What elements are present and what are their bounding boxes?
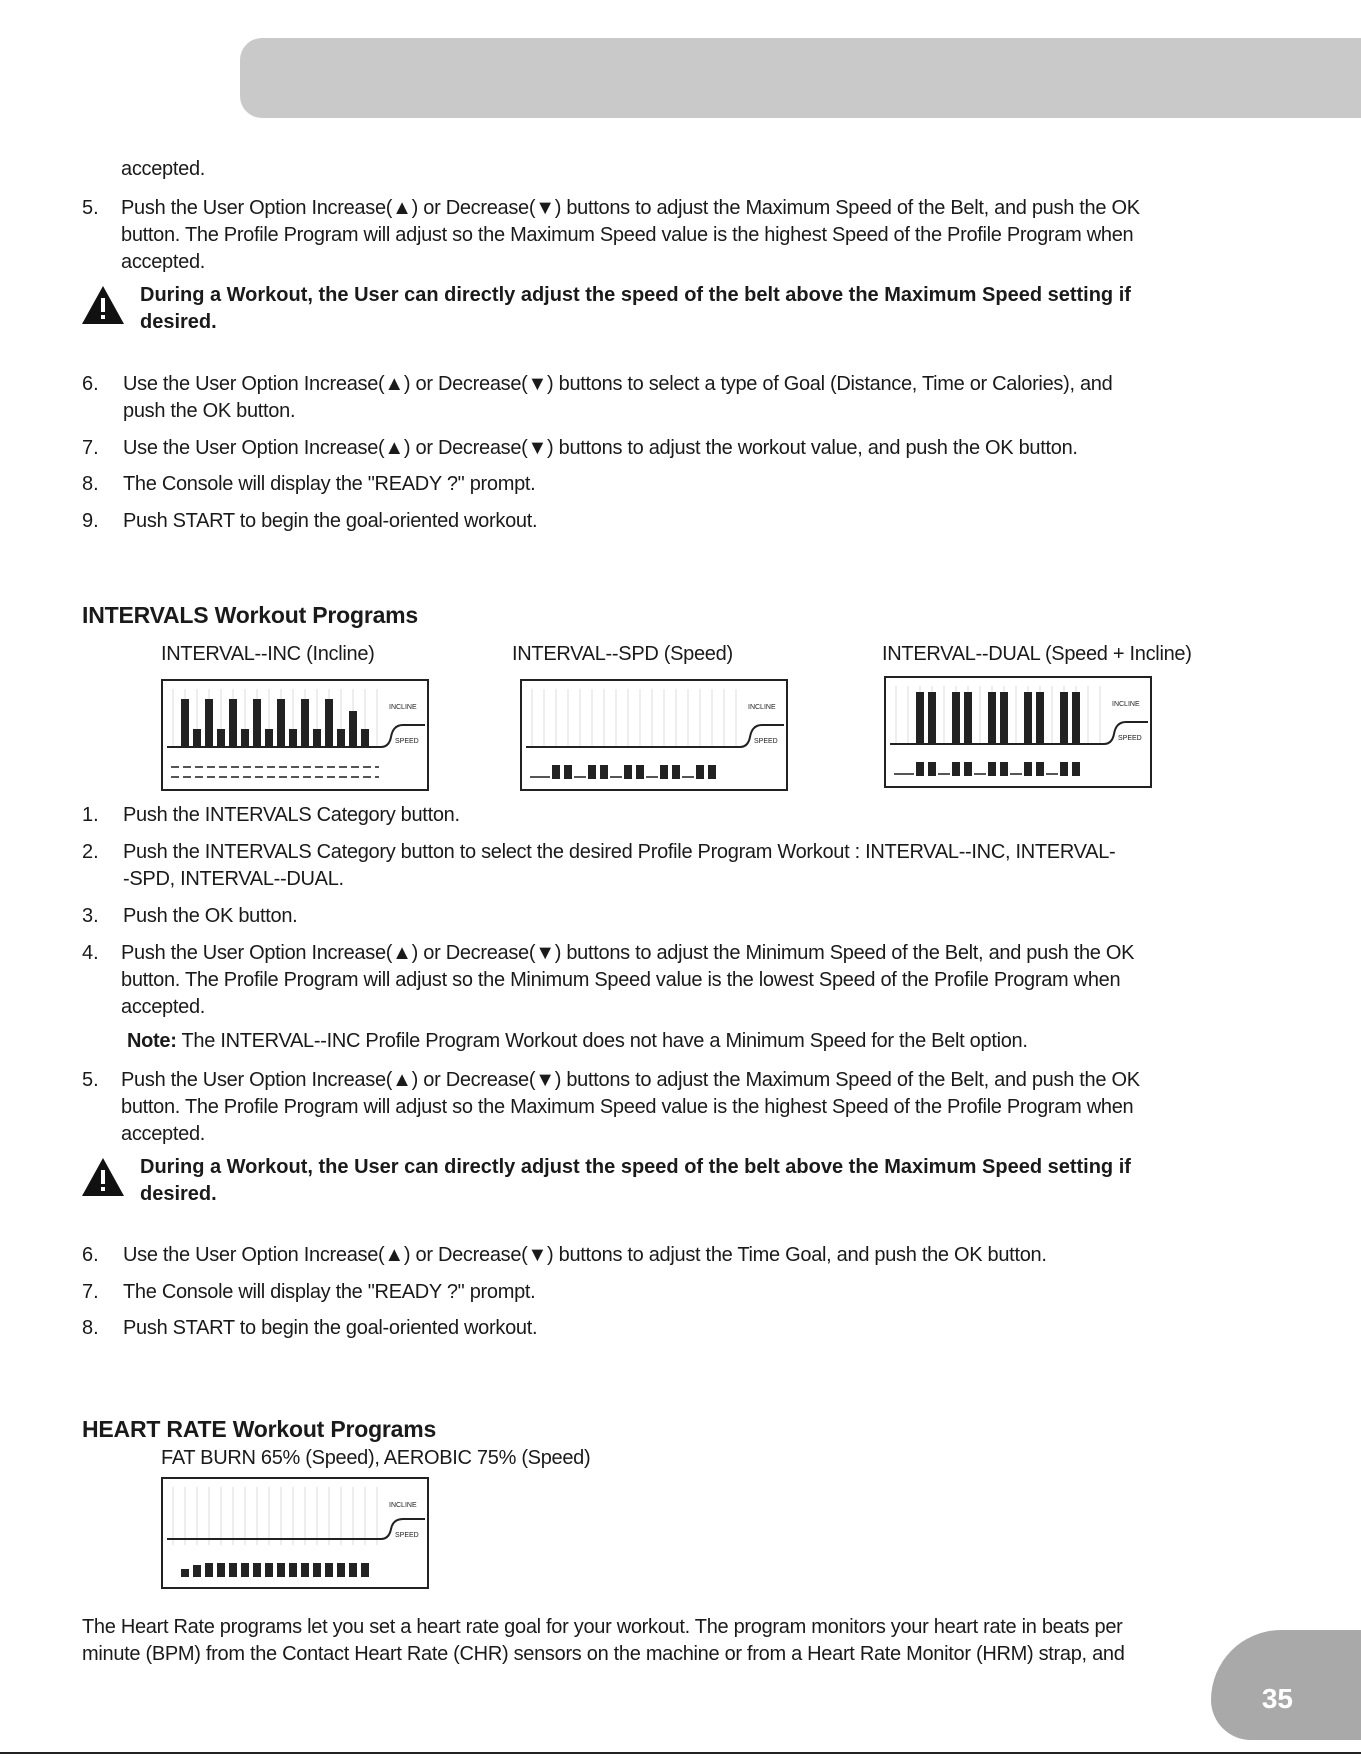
- step-text: push the OK button.: [123, 400, 296, 422]
- continued-text: accepted.: [121, 158, 206, 180]
- bottom-rule: [0, 1752, 1361, 1754]
- warning-icon: [80, 284, 126, 326]
- step-text: Push the INTERVALS Category button to select the desired Profile Program Workout : INTERVAL--INC, INTERVAL-: [123, 841, 1116, 863]
- step-text: accepted.: [121, 996, 206, 1018]
- step-text: button. The Profile Program will adjust so the Maximum Speed value is the highest Speed of the Profile Program when: [121, 224, 1134, 246]
- warning-text: desired.: [140, 1183, 217, 1205]
- lcd-incline-label: INCLINE: [389, 704, 417, 711]
- warning-text: During a Workout, the User can directly adjust the speed of the belt above the Maximum Speed setting if: [140, 1156, 1131, 1178]
- note: [127, 1028, 1028, 1055]
- step-number: 6.: [82, 1244, 99, 1266]
- lcd-incline-label: INCLINE: [748, 704, 776, 711]
- step-text: Push the User Option Increase(▲) or Decrease(▼) buttons to adjust the Maximum Speed of the Belt, and push the OK: [121, 1069, 1140, 1091]
- step-text: -SPD, INTERVAL--DUAL.: [123, 868, 344, 890]
- step-text: Use the User Option Increase(▲) or Decrease(▼) buttons to adjust the workout value, and push the OK button.: [123, 437, 1078, 459]
- step-text: The Console will display the "READY ?" prompt.: [123, 1281, 536, 1303]
- step-number: 8.: [82, 1317, 99, 1339]
- step-text: Push START to begin the goal-oriented workout.: [123, 510, 538, 532]
- step-number: 3.: [82, 905, 99, 927]
- step-text: button. The Profile Program will adjust so the Maximum Speed value is the highest Speed of the Profile Program when: [121, 1096, 1134, 1118]
- paragraph: minute (BPM) from the Contact Heart Rate (CHR) sensors on the machine or from a Heart Rate Monitor (HRM) strap, and: [82, 1643, 1125, 1665]
- section-heading: INTERVALS Workout Programs: [82, 602, 419, 628]
- step-number: 7.: [82, 1281, 99, 1303]
- lcd-profile-interval-spd: [520, 679, 788, 791]
- section-heading: HEART RATE Workout Programs: [82, 1416, 437, 1442]
- step-text: Push the INTERVALS Category button.: [123, 804, 460, 826]
- step-number: 9.: [82, 510, 99, 532]
- step-number: 8.: [82, 473, 99, 495]
- lcd-speed-label: SPEED: [395, 1532, 419, 1539]
- lcd-speed-label: SPEED: [395, 738, 419, 745]
- step-text: accepted.: [121, 1123, 206, 1145]
- program-label: INTERVAL--DUAL (Speed + Incline): [882, 643, 1192, 665]
- step-number: 6.: [82, 373, 99, 395]
- warning-text: desired.: [140, 311, 217, 333]
- program-label: INTERVAL--INC (Incline): [161, 643, 375, 665]
- lcd-speed-label: SPEED: [1118, 735, 1142, 742]
- step-text: Use the User Option Increase(▲) or Decrease(▼) buttons to select a type of Goal (Distance, Time or Calories), and: [123, 373, 1113, 395]
- step-text: button. The Profile Program will adjust so the Minimum Speed value is the lowest Speed of the Profile Program when: [121, 969, 1121, 991]
- step-text: Push the OK button.: [123, 905, 298, 927]
- step-number: 2.: [82, 841, 99, 863]
- program-label: INTERVAL--SPD (Speed): [512, 643, 733, 665]
- lcd-profile-interval-inc: [161, 679, 429, 791]
- lcd-profile-heart-rate: [161, 1477, 429, 1589]
- step-number: 7.: [82, 437, 99, 459]
- note-label: Note:: [127, 1030, 177, 1052]
- step-text: accepted.: [121, 251, 206, 273]
- note-text: The INTERVAL--INC Profile Program Workout does not have a Minimum Speed for the Belt option.: [176, 1030, 1028, 1052]
- lcd-incline-label: INCLINE: [389, 1502, 417, 1509]
- step-number: 4.: [82, 942, 99, 964]
- step-text: Push the User Option Increase(▲) or Decrease(▼) buttons to adjust the Maximum Speed of the Belt, and push the OK: [121, 197, 1140, 219]
- header-bar: [240, 38, 1361, 118]
- page-number: 35: [1261, 1683, 1293, 1714]
- step-number: 5.: [82, 197, 99, 219]
- program-label: FAT BURN 65% (Speed), AEROBIC 75% (Speed): [161, 1447, 591, 1469]
- step-text: Push the User Option Increase(▲) or Decrease(▼) buttons to adjust the Minimum Speed of the Belt, and push the OK: [121, 942, 1135, 964]
- step-number: 5.: [82, 1069, 99, 1091]
- step-text: Push START to begin the goal-oriented workout.: [123, 1317, 538, 1339]
- paragraph: The Heart Rate programs let you set a heart rate goal for your workout. The program monitors your heart rate in beats per: [82, 1616, 1123, 1638]
- step-text: The Console will display the "READY ?" prompt.: [123, 473, 536, 495]
- lcd-profile-interval-dual: [884, 676, 1152, 788]
- step-number: 1.: [82, 804, 99, 826]
- lcd-speed-label: SPEED: [754, 738, 778, 745]
- lcd-incline-label: INCLINE: [1112, 701, 1140, 708]
- warning-icon: [80, 1156, 126, 1198]
- step-text: Use the User Option Increase(▲) or Decrease(▼) buttons to adjust the Time Goal, and push the OK button.: [123, 1244, 1047, 1266]
- warning-text: During a Workout, the User can directly adjust the speed of the belt above the Maximum Speed setting if: [140, 284, 1131, 306]
